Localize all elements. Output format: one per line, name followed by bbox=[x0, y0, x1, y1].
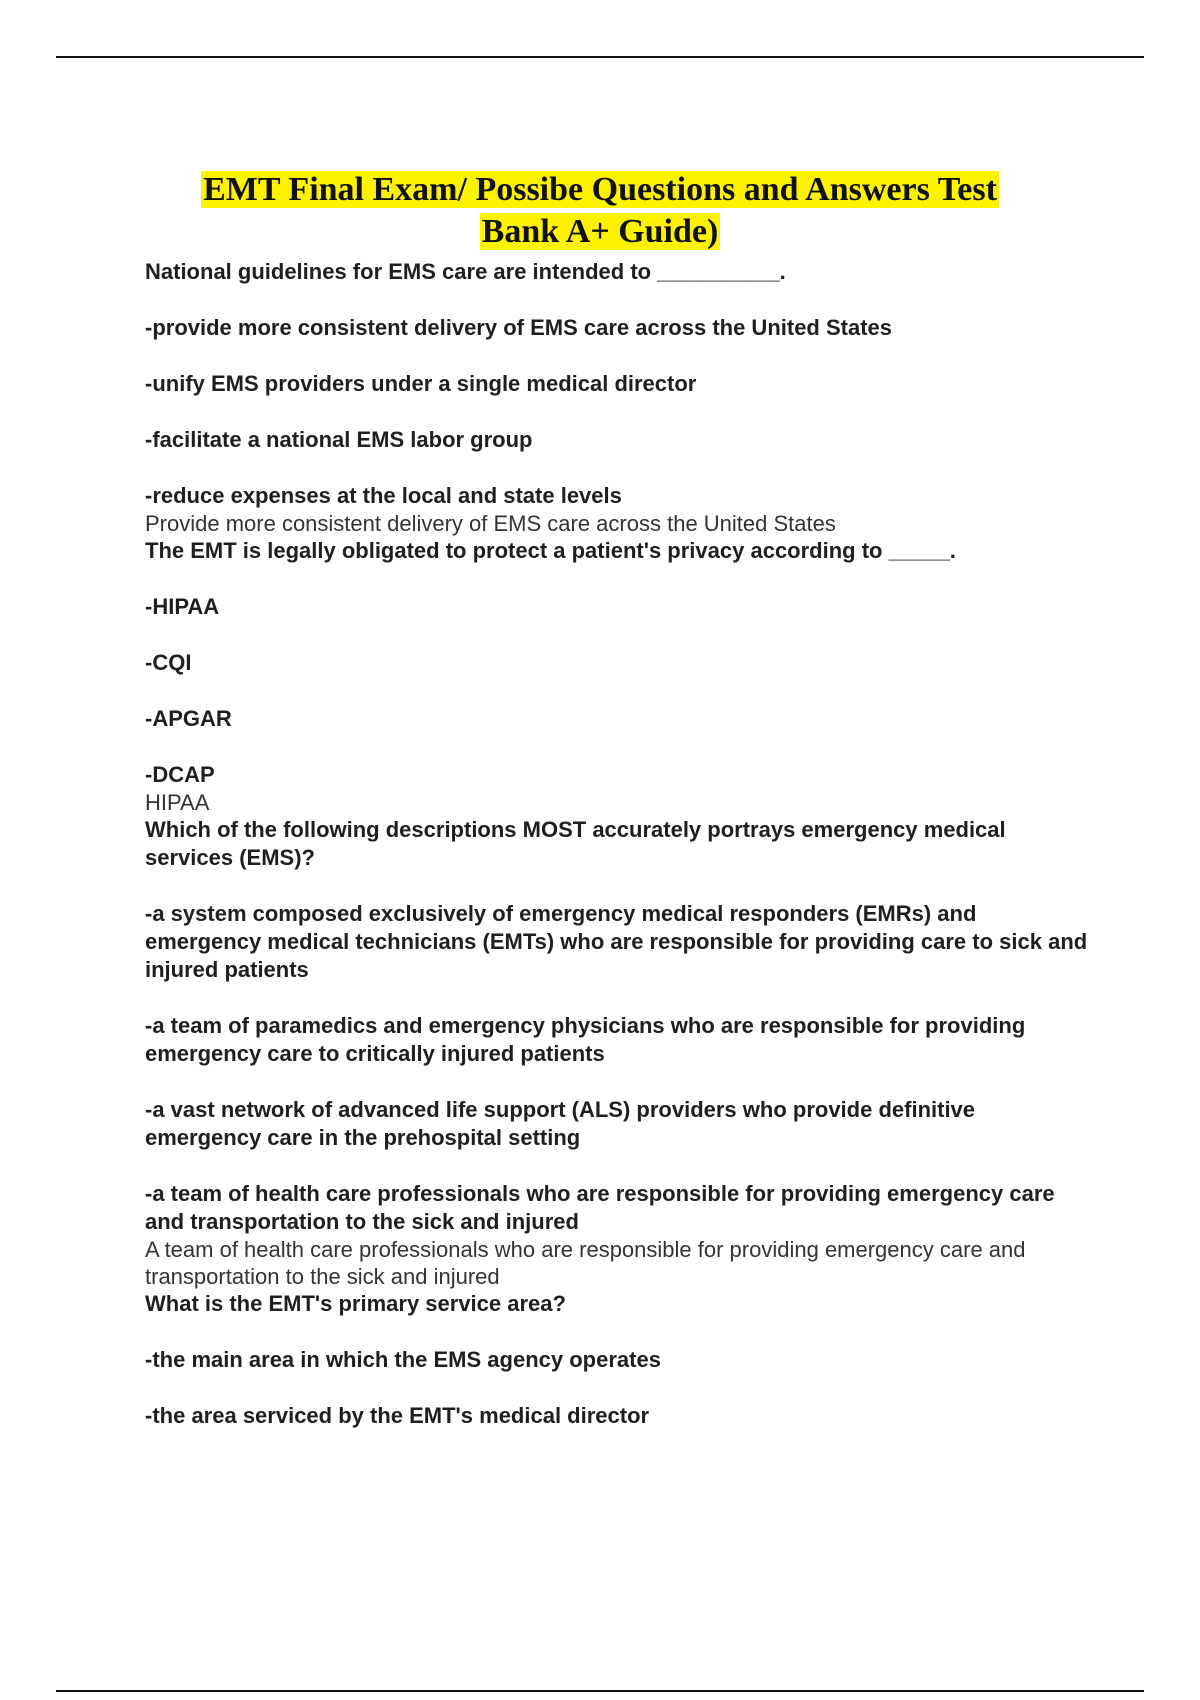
answer-option: -provide more consistent delivery of EMS care across the United States bbox=[145, 315, 893, 340]
answer-option: -APGAR bbox=[145, 706, 232, 731]
answer-option: -a team of health care professionals who are responsible for providing emergency care and transportation to the sick and injured bbox=[145, 1181, 1055, 1234]
answer-option: -a vast network of advanced life support (ALS) providers who provide definitive emergency care in the prehospital setting bbox=[145, 1097, 976, 1150]
answer-option: -HIPAA bbox=[145, 594, 220, 619]
answer-option: -DCAP bbox=[145, 762, 215, 787]
bottom-rule bbox=[56, 1690, 1144, 1692]
answer-option: -a team of paramedics and emergency physicians who are responsible for providing emergency care to critically injured patients bbox=[145, 1013, 1026, 1066]
question-text: The EMT is legally obligated to protect a patient's privacy according to _____. bbox=[145, 538, 956, 563]
page-title bbox=[120, 169, 1080, 253]
correct-answer: HIPAA bbox=[145, 790, 210, 815]
answer-option: -reduce expenses at the local and state levels bbox=[145, 483, 622, 508]
answer-option: -facilitate a national EMS labor group bbox=[145, 427, 533, 452]
answer-option: -the area serviced by the EMT's medical director bbox=[145, 1403, 650, 1428]
question-text: What is the EMT's primary service area? bbox=[145, 1291, 566, 1316]
title-line-2: Bank A+ Guide) bbox=[481, 212, 719, 250]
question-text: Which of the following descriptions MOST accurately portrays emergency medical services (EMS)? bbox=[145, 817, 1006, 870]
top-rule bbox=[56, 56, 1144, 58]
title-line-1: EMT Final Exam/ Possibe Questions and Answers Test bbox=[203, 170, 997, 208]
correct-answer: A team of health care professionals who are responsible for providing emergency care and transportation to the sick and injured bbox=[145, 1237, 1026, 1289]
answer-option: -unify EMS providers under a single medical director bbox=[145, 371, 697, 396]
question-text: National guidelines for EMS care are intended to __________. bbox=[145, 259, 786, 284]
answer-option: -CQI bbox=[145, 650, 192, 675]
answer-option: -the main area in which the EMS agency operates bbox=[145, 1347, 661, 1372]
correct-answer: Provide more consistent delivery of EMS care across the United States bbox=[145, 511, 836, 536]
question-list bbox=[145, 258, 1090, 1430]
answer-option: -a system composed exclusively of emergency medical responders (EMRs) and emergency medical technicians (EMTs) who are responsible for providing care to sick and injured patients bbox=[145, 901, 1088, 982]
